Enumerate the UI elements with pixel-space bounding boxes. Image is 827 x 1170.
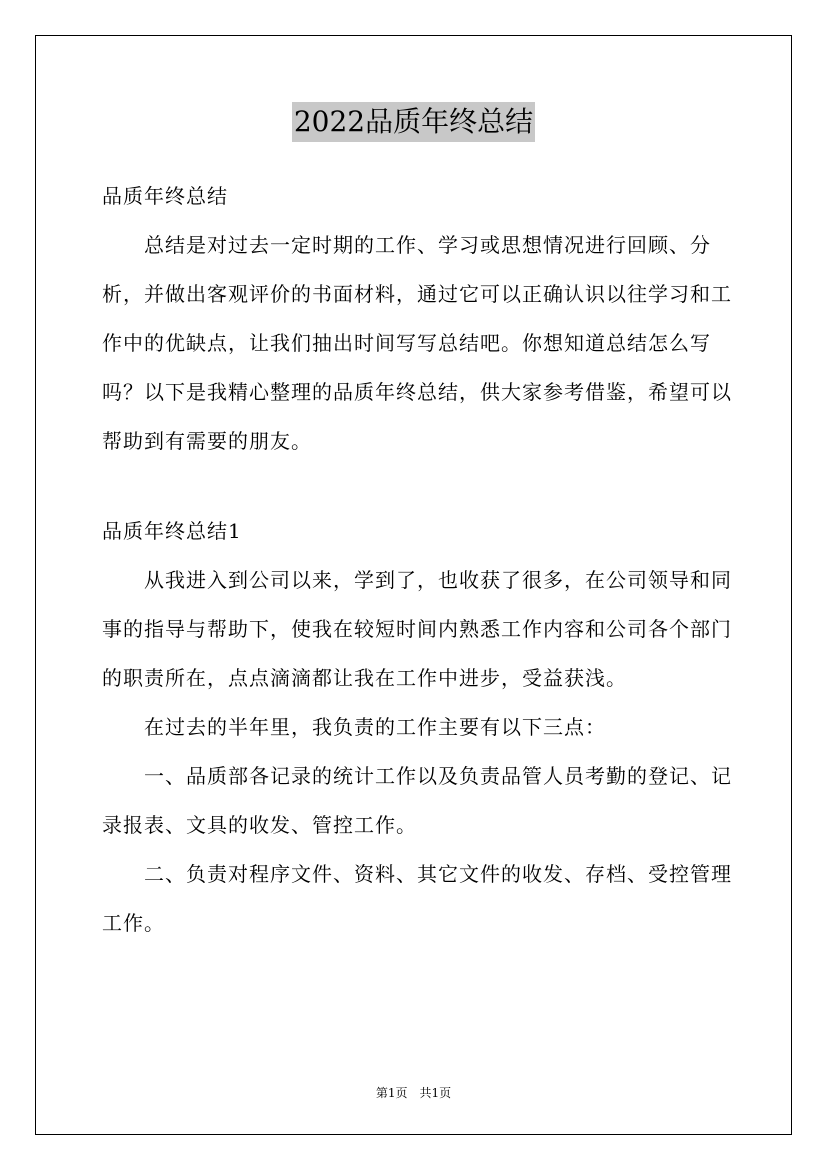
body-paragraph: 一、品质部各记录的统计工作以及负责品管人员考勤的登记、记录报表、文具的收发、管控工作。	[102, 764, 732, 837]
section-gap	[102, 466, 732, 507]
body-paragraph: 在过去的半年里，我负责的工作主要有以下三点：	[144, 715, 606, 739]
section-heading-intro: 品质年终总结	[102, 184, 228, 208]
document-body	[102, 172, 732, 948]
page-footer: 第1页 共1页	[375, 1086, 452, 1100]
body-paragraph: 二、负责对程序文件、资料、其它文件的收发、存档、受控管理工作。	[102, 862, 732, 935]
section-heading-1: 品质年终总结1	[102, 519, 242, 543]
title-container	[0, 102, 827, 142]
document-title: 2022品质年终总结	[292, 102, 535, 142]
body-paragraph: 从我进入到公司以来，学到了，也收获了很多，在公司领导和同事的指导与帮助下，使我在较短时间内熟悉工作内容和公司各个部门的职责所在，点点滴滴都让我在工作中进步，受益获浅。	[102, 568, 732, 690]
intro-paragraph: 总结是对过去一定时期的工作、学习或思想情况进行回顾、分析，并做出客观评价的书面材料，通过它可以正确认识以往学习和工作中的优缺点，让我们抽出时间写写总结吧。你想知道总结怎么写吗？以下是我精心整理的品质年终总结，供大家参考借鉴，希望可以帮助到有需要的朋友。	[102, 233, 732, 453]
